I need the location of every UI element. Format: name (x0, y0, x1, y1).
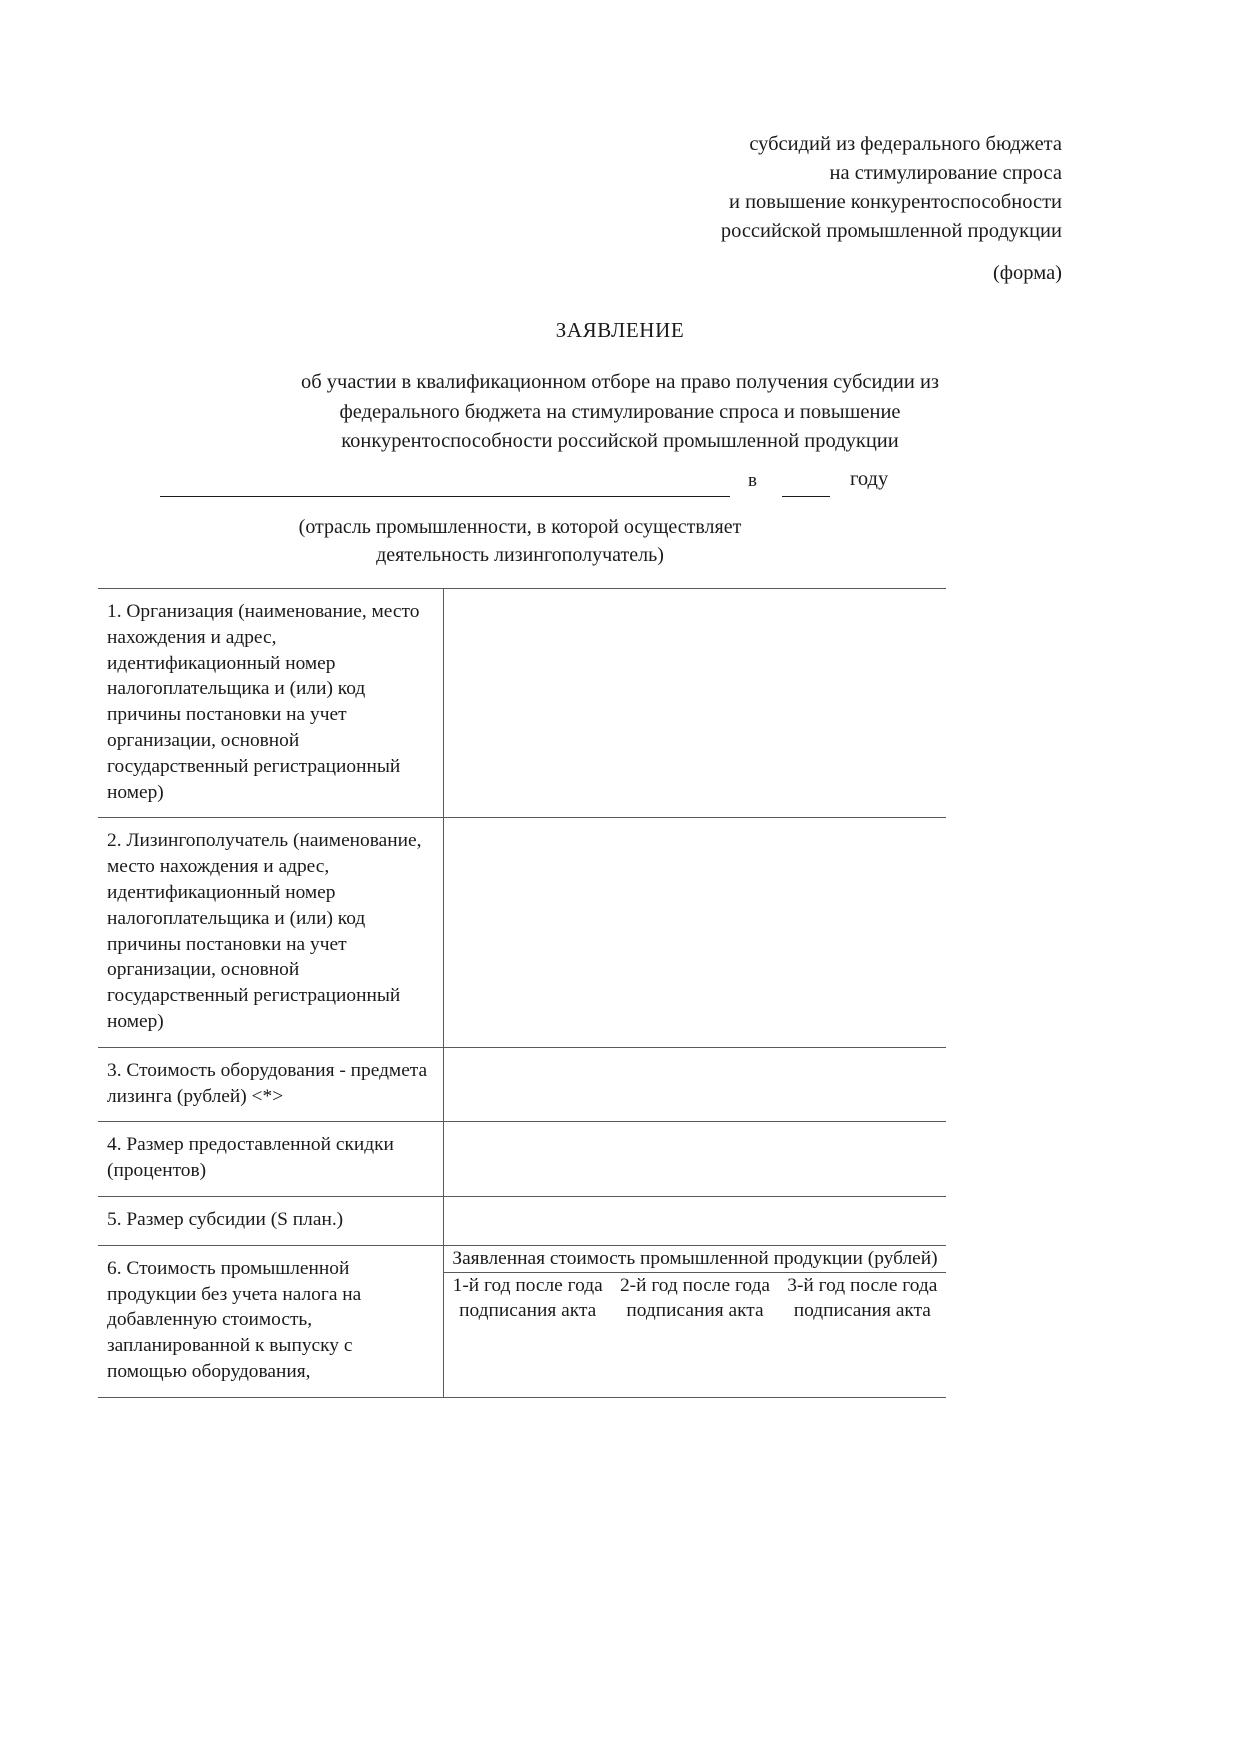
header-line-3: и повышение конкурентоспособности (728, 191, 1062, 214)
row-5-value[interactable] (444, 1196, 947, 1245)
industry-caption (100, 513, 940, 570)
table-row (98, 1196, 946, 1245)
subtitle-line-1: об участии в квалификационном отборе на право получения субсидии из (300, 371, 940, 393)
row-3-label: 3. Стоимость оборудования - предмета лизинга (рублей) <*> (98, 1047, 444, 1122)
header-block (462, 130, 1062, 246)
industry-year-fill-row (160, 466, 1080, 512)
application-form-table (98, 588, 946, 1398)
row-4-label: 4. Размер предоставленной скидки (процентов) (98, 1122, 444, 1197)
row-2-label: 2. Лизингополучатель (наименование, место нахождения и адрес, идентификационный номер налогоплательщика и (или) код причины постановки на учет организации, основной государственный регистрационный номер) (98, 818, 444, 1047)
preposition-v-label: в (748, 470, 757, 491)
subtitle-block (0, 368, 1240, 457)
industry-blank-line[interactable] (160, 496, 730, 497)
header-line-2: на стимулирование спроса (829, 162, 1062, 185)
row-6-value-group (444, 1245, 947, 1397)
table-row (98, 1047, 946, 1122)
row-6-span-header-row (444, 1246, 946, 1272)
row-4-value[interactable] (444, 1122, 947, 1197)
header-line-1: субсидий из федерального бюджета (749, 133, 1062, 155)
row-6-column-headers (444, 1272, 946, 1324)
industry-caption-line-2: деятельность лизингополучатель) (376, 544, 664, 567)
table-row (98, 1122, 946, 1197)
subtitle-line-2: федерального бюджета на стимулирование спроса и повышение (339, 400, 901, 423)
row-1-label: 1. Организация (наименование, место нахождения и адрес, идентификационный номер налогоплательщика и (или) код причины постановки на учет организации, основной государственный регистрационный номер) (98, 589, 444, 818)
page-title: ЗАЯВЛЕНИЕ (555, 318, 685, 342)
row-5-label: 5. Размер субсидии (S план.) (98, 1196, 444, 1245)
year-blank-line[interactable] (782, 496, 830, 497)
table-row (98, 818, 946, 1047)
subtitle-line-3: конкурентоспособности российской промышленной продукции (341, 430, 899, 453)
row-6-col-1-header: 1-й год после года подписания акта (452, 1274, 603, 1322)
industry-caption-line-1: (отрасль промышленности, в которой осуществляет (298, 516, 742, 538)
table-row (98, 589, 946, 818)
row-3-value[interactable] (444, 1047, 947, 1122)
form-word: (форма) (992, 262, 1062, 284)
header-line-4: российской промышленной продукции (720, 220, 1062, 243)
row-6-label: 6. Стоимость промышленной продукции без учета налога на добавленную стоимость, запланированной к выпуску с помощью оборудования, (98, 1245, 444, 1397)
year-word-label: году (850, 468, 889, 490)
row-2-value[interactable] (444, 818, 947, 1047)
row-6-span-header: Заявленная стоимость промышленной продукции (рублей) (444, 1246, 946, 1272)
row-1-value[interactable] (444, 589, 947, 818)
row-6-inner-table (444, 1246, 946, 1324)
row-6-col-3-header: 3-й год после года подписания акта (787, 1274, 938, 1322)
row-6-col-2-header: 2-й год после года подписания акта (619, 1274, 771, 1322)
table-row-6 (98, 1245, 946, 1397)
